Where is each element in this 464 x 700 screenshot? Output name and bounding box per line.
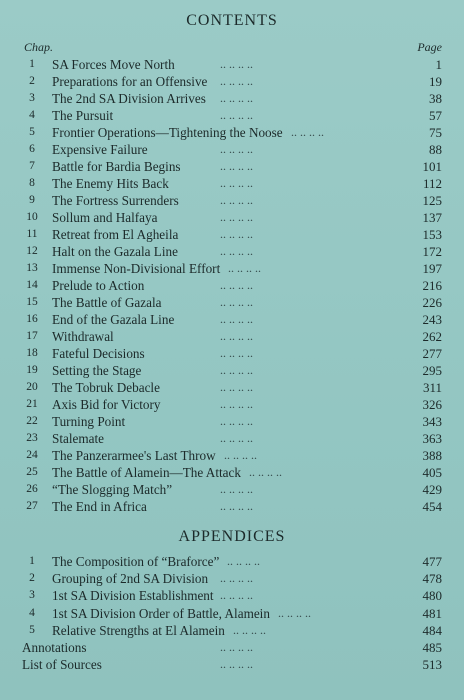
entry-number: 2 [29, 75, 35, 87]
entry-title: List of Sources [22, 657, 102, 673]
entry-number: 4 [29, 606, 35, 619]
dot-leader: .. .. .. .. [220, 193, 253, 207]
dot-leader: .. .. .. .. [220, 571, 253, 586]
entry-title: The Pursuit [52, 108, 114, 123]
entry-title: Stalemate [52, 431, 104, 446]
dot-leader: .. .. .. .. [220, 588, 253, 603]
entry-page-number: 1 [435, 57, 442, 72]
entry-number: 7 [29, 160, 35, 172]
entry-page-number: 243 [422, 312, 442, 327]
dot-leader: .. .. .. .. [220, 295, 253, 309]
entry-page-number: 480 [422, 588, 442, 604]
entry-page-number: 153 [422, 227, 442, 242]
chapter-row[interactable] [0, 311, 464, 328]
entry-number: 22 [26, 415, 38, 427]
entry-page-number: 75 [429, 125, 442, 140]
entry-page-number: 19 [429, 74, 442, 89]
entry-number: 15 [26, 296, 38, 308]
entry-page-number: 216 [422, 278, 442, 293]
chapter-row[interactable] [0, 73, 464, 90]
dot-leader: .. .. .. .. [220, 278, 253, 292]
chapter-row[interactable] [0, 124, 464, 141]
chapter-row[interactable] [0, 277, 464, 294]
appendix-row[interactable] [0, 605, 464, 622]
entry-title: Immense Non-Divisional Effort [52, 261, 221, 276]
dot-leader: .. .. .. .. [220, 91, 253, 105]
entry-title: Prelude to Action [52, 278, 145, 293]
entry-title: Grouping of 2nd SA Division [52, 571, 209, 587]
entry-number: 8 [29, 177, 35, 189]
chapter-row[interactable] [0, 294, 464, 311]
entry-number: 18 [26, 347, 38, 359]
chapter-row[interactable] [0, 243, 464, 260]
entry-number: 4 [29, 109, 35, 121]
entry-page-number: 388 [422, 448, 442, 463]
dot-leader: .. .. .. .. [220, 397, 253, 411]
entry-title: Halt on the Gazala Line [52, 244, 178, 259]
chapter-row[interactable] [0, 498, 464, 515]
entry-number: 2 [29, 572, 35, 585]
entry-title: Fateful Decisions [52, 346, 145, 361]
entry-number: 14 [26, 279, 38, 291]
entry-title: The Composition of “Braforce” [52, 554, 220, 569]
entry-page-number: 226 [422, 295, 442, 310]
entry-page-number: 311 [422, 380, 442, 395]
entry-title: Frontier Operations—Tightening the Noose [52, 125, 283, 140]
entry-title: The Enemy Hits Back [52, 176, 169, 191]
entry-page-number: 262 [422, 329, 442, 344]
entry-page-number: 485 [422, 640, 442, 655]
entry-page-number: 454 [422, 499, 442, 514]
entry-title: “The Slogging Match” [52, 482, 173, 497]
dot-leader: .. .. .. .. [220, 499, 253, 513]
entry-title: The 2nd SA Division Arrives [52, 91, 206, 106]
chapter-row[interactable] [0, 481, 464, 498]
dot-leader: .. .. .. .. [220, 74, 253, 88]
entry-page-number: 429 [422, 482, 442, 497]
entry-number: 1 [29, 555, 35, 567]
entry-title: The Fortress Surrenders [52, 193, 179, 208]
chapter-row[interactable] [0, 413, 464, 430]
entry-page-number: 112 [422, 176, 442, 191]
dot-leader: .. .. .. .. [224, 448, 257, 462]
dot-leader: .. .. .. .. [220, 363, 253, 377]
appendix-row[interactable] [0, 570, 464, 587]
chapter-row[interactable] [0, 192, 464, 209]
appendix-row[interactable] [0, 656, 464, 673]
entry-page-number: 405 [422, 465, 442, 480]
dot-leader: .. .. .. .. [233, 622, 266, 637]
dot-leader: .. .. .. .. [220, 380, 253, 394]
dot-leader: .. .. .. .. [249, 465, 282, 479]
entry-page-number: 197 [422, 261, 442, 276]
chapter-row[interactable] [0, 158, 464, 175]
chapter-row[interactable] [0, 430, 464, 447]
appendix-row[interactable] [0, 622, 464, 639]
dot-leader: .. .. .. .. [220, 640, 253, 654]
dot-leader: .. .. .. .. [220, 482, 253, 496]
dot-leader: .. .. .. .. [220, 142, 253, 156]
entry-title: Battle for Bardia Begins [52, 159, 181, 174]
entry-number: 11 [26, 228, 38, 240]
entry-number: 17 [26, 330, 38, 342]
page-column-label: Page [417, 40, 442, 54]
dot-leader: .. .. .. .. [220, 244, 253, 258]
dot-leader: .. .. .. .. [220, 108, 253, 122]
entry-number: 9 [29, 194, 35, 206]
dot-leader: .. .. .. .. [220, 414, 253, 428]
chapter-row[interactable] [0, 345, 464, 362]
entry-number: 20 [26, 381, 38, 393]
appendices-heading: APPENDICES [178, 528, 286, 545]
dot-leader: .. .. .. .. [220, 159, 253, 173]
chapter-row[interactable] [0, 175, 464, 192]
chapter-row[interactable] [0, 379, 464, 396]
entry-page-number: 125 [422, 193, 442, 208]
entry-page-number: 326 [422, 397, 442, 412]
entry-title: SA Forces Move North [52, 57, 175, 72]
entry-title: Relative Strengths at El Alamein [52, 622, 225, 638]
chapter-row[interactable] [0, 209, 464, 226]
dot-leader: .. .. .. .. [278, 605, 311, 620]
dot-leader: .. .. .. .. [291, 125, 324, 139]
entry-page-number: 172 [422, 244, 442, 259]
entry-page-number: 481 [422, 605, 442, 621]
chapter-row[interactable] [0, 464, 464, 481]
entry-title: The Tobruk Debacle [52, 380, 160, 395]
entry-page-number: 513 [422, 657, 442, 673]
entry-title: The End in Africa [52, 499, 147, 514]
entry-page-number: 484 [422, 622, 442, 638]
entry-number: 5 [29, 126, 35, 138]
entry-page-number: 101 [422, 159, 442, 174]
appendix-row[interactable] [0, 587, 464, 604]
entry-number: 1 [29, 58, 35, 70]
dot-leader: .. .. .. .. [220, 346, 253, 360]
dot-leader: .. .. .. .. [220, 210, 253, 224]
entry-title: Turning Point [52, 414, 126, 429]
chapter-row[interactable] [0, 226, 464, 243]
dot-leader: .. .. .. .. [220, 176, 253, 190]
entry-number: 3 [29, 589, 35, 602]
entry-title: The Panzerarmee's Last Throw [52, 448, 216, 463]
entry-title: Setting the Stage [52, 363, 142, 378]
entry-page-number: 57 [429, 108, 442, 123]
entry-title: Retreat from El Agheila [52, 227, 179, 242]
chapter-row[interactable] [0, 447, 464, 464]
chapter-row[interactable] [0, 141, 464, 158]
chapter-row[interactable] [0, 107, 464, 124]
entry-number: 6 [29, 143, 35, 155]
dot-leader: .. .. .. .. [228, 261, 261, 275]
entry-number: 27 [26, 500, 38, 512]
dot-leader: .. .. .. .. [220, 329, 253, 343]
contents-heading: CONTENTS [186, 12, 278, 29]
entry-number: 3 [29, 92, 35, 104]
entry-title: Annotations [22, 640, 87, 655]
entry-title: Expensive Failure [52, 142, 148, 157]
chapter-row[interactable] [0, 328, 464, 345]
dot-leader: .. .. .. .. [220, 227, 253, 241]
chapter-row[interactable] [0, 396, 464, 413]
entry-page-number: 295 [422, 363, 442, 378]
chapter-row[interactable] [0, 362, 464, 379]
chapter-row[interactable] [0, 56, 464, 73]
entry-title: Axis Bid for Victory [52, 397, 161, 412]
appendix-row[interactable] [0, 639, 464, 656]
entry-title: The Battle of Alamein—The Attack [52, 465, 241, 480]
entry-title: Withdrawal [52, 329, 114, 344]
entry-page-number: 477 [422, 554, 442, 569]
entry-number: 25 [26, 466, 38, 478]
entry-page-number: 88 [429, 142, 442, 157]
entry-page-number: 277 [422, 346, 442, 361]
entry-number: 23 [26, 432, 38, 444]
entry-page-number: 38 [429, 91, 442, 106]
entry-number: 24 [26, 449, 38, 461]
entry-number: 16 [26, 313, 38, 325]
chapter-column-label: Chap. [24, 40, 54, 54]
entry-number: 26 [26, 483, 38, 495]
entry-title: The Battle of Gazala [52, 295, 162, 310]
entry-number: 12 [26, 245, 38, 257]
entry-number: 21 [26, 398, 38, 410]
entry-number: 10 [26, 211, 38, 223]
entry-page-number: 478 [422, 571, 442, 587]
entry-title: 1st SA Division Establishment [52, 588, 214, 604]
chapter-row[interactable] [0, 260, 464, 277]
entry-title: End of the Gazala Line [52, 312, 175, 327]
entry-title: 1st SA Division Order of Battle, Alamein [52, 605, 270, 621]
dot-leader: .. .. .. .. [220, 57, 253, 71]
entry-number: 13 [26, 262, 38, 274]
entry-number: 19 [26, 364, 38, 376]
entry-page-number: 343 [422, 414, 442, 429]
dot-leader: .. .. .. .. [220, 657, 253, 672]
entry-page-number: 363 [422, 431, 442, 446]
entry-page-number: 137 [422, 210, 442, 225]
entry-title: Sollum and Halfaya [52, 210, 158, 225]
dot-leader: .. .. .. .. [220, 312, 253, 326]
dot-leader: .. .. .. .. [220, 431, 253, 445]
dot-leader: .. .. .. .. [227, 554, 260, 568]
chapter-row[interactable] [0, 90, 464, 107]
appendix-row[interactable] [0, 553, 464, 570]
entry-title: Preparations for an Offensive [52, 74, 208, 89]
entry-number: 5 [29, 623, 35, 636]
